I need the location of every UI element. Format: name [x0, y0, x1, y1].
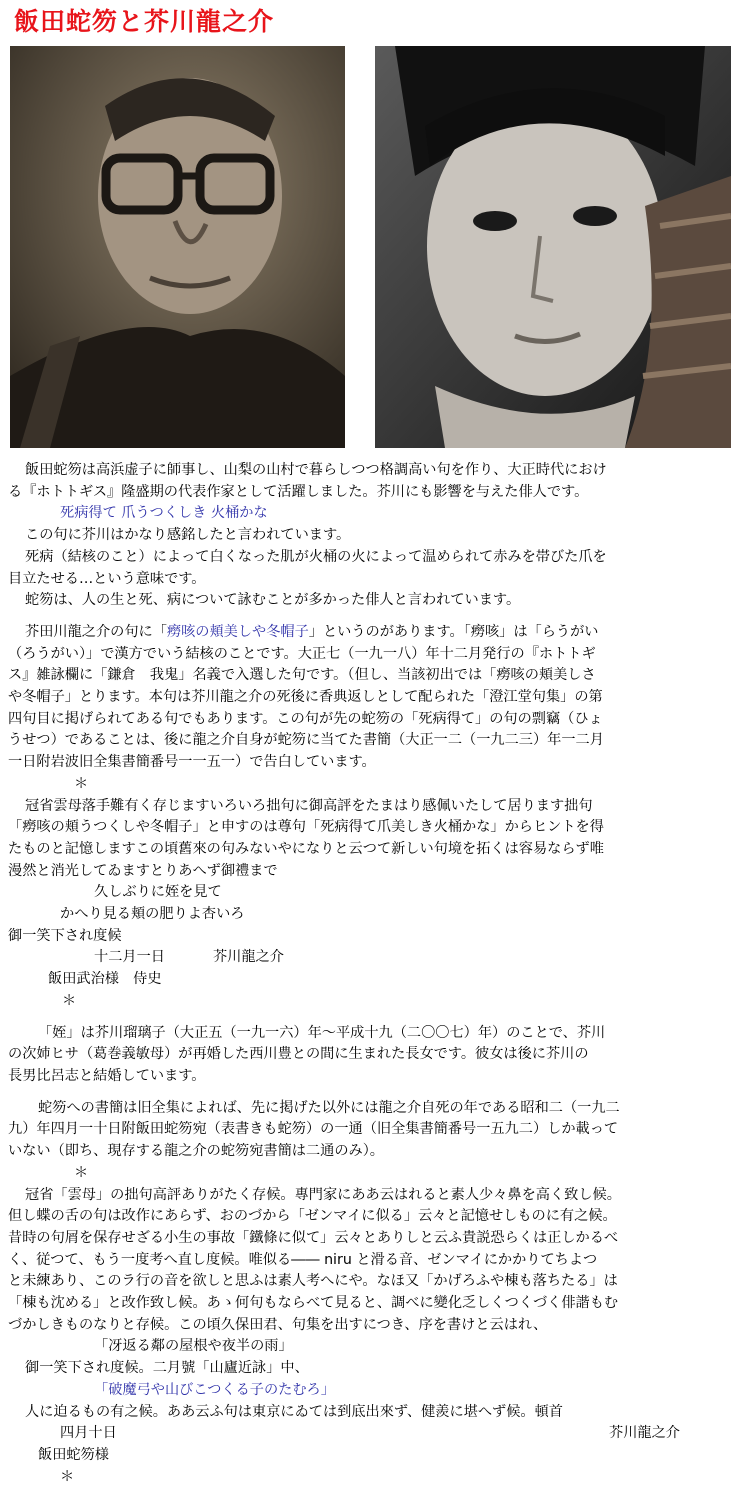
letter-line: 冠省「雲母」の拙句高評ありがたく存候。專門家にああ云はれると素人少々鼻を高く致し候。 [25, 1186, 621, 1203]
paragraph-line: 死病（結核のこと）によって白くなった肌が火桶の火によって温められて赤みを帯びた爪を [25, 548, 607, 565]
paragraph-line: や冬帽子」とります。本句は芥川龍之介の死後に香典返しとして配られた「澄江堂句集」の第 [8, 689, 603, 706]
portrait-photo-icon [10, 46, 345, 448]
letter-line: と未練あり、このラ行の音を欲しと思ふは素人考へにや。なほ又「かげろふや棟も落ちたる」は [8, 1273, 618, 1290]
text-span: 芥田川龍之介の句に「 [25, 623, 167, 640]
letter-line: 人に迫るもの有之候。ああ云ふ句は東京にゐては到底出來ず、健羨に堪へず候。頓首 [25, 1403, 563, 1420]
letter-signature: 芥川龍之介 [609, 1425, 680, 1442]
article-body [8, 460, 746, 1488]
letter-addressee: 飯田蛇笏様 [38, 1446, 109, 1463]
paragraph-line: いない（即ち、現存する龍之介の蛇笏宛書簡は二通のみ）。 [8, 1143, 384, 1160]
portrait-photo-left [10, 46, 345, 448]
paragraph-line [8, 622, 746, 644]
letter-line: 但し蝶の舌の句は改作にあらず、おのづから「ゼンマイに似る」云々と記憶せしものに有之候。 [8, 1208, 617, 1225]
paragraph-line: この句に芥川はかなり感銘したと言われています。 [25, 527, 351, 544]
letter-line: 御一笑下され度候。二月號「山廬近詠」中、 [25, 1360, 309, 1377]
letter-verse: 久しぶりに姪を見て [94, 884, 222, 901]
letter-verse-highlight: 「破魔弓や山びこつくる子のたむろ」 [94, 1381, 335, 1398]
paragraph-line: うせつ）であることは、後に龍之介自身が蛇笏に当てた書簡（大正一二（一九二三）年一二月 [8, 732, 604, 749]
letter-line: 「癆咳の頬うつくしや冬帽子」と申すのは尊句「死病得て爪美しき火桶かな」からヒントを得 [8, 819, 604, 836]
paragraph-line: （ろうがい）」で漢方でいう結核のことです。大正七（一九一八）年十二月発行の『ホトトギ [8, 645, 596, 662]
letter-line: たものと記憶しますこの頃舊來の句みないやになりと云つて新しい句境を拓くは容易ならず唯 [8, 840, 604, 857]
letter-date: 十二月一日 [94, 949, 165, 966]
letter-date-signature [8, 1423, 680, 1445]
paragraph-line: 四句目に掲げられてある句でもあります。この句が先の蛇笏の「死病得て」の句の剽竊（ひょ [8, 710, 603, 727]
letter-line: づかしきものなりと存候。この頃久保田君、句集を出すにつき、序を書けと云はれ、 [8, 1316, 548, 1333]
paragraph-line: 蛇笏は、人の生と死、病について詠むことが多かった俳人と言われています。 [25, 592, 521, 609]
letter-verse: かへり見る頬の肥りよ杏いろ [60, 906, 245, 923]
letter-line: 冠省雲母落手難有く存じますいろいろ拙句に御高評をたまはり感佩いたして居ります拙句 [25, 797, 593, 814]
letter-closing: 御一笑下され度候 [8, 927, 122, 944]
haiku-highlight: 癆咳の頬美しや冬帽子 [166, 623, 309, 640]
letter-line: 漫然と消光してゐますとりあへず御禮まで [8, 862, 278, 879]
letter-line: 昔時の句屑を保存せざる小生の事故「鐵條に似て」云々とありしと云ふ貴説恐らくは正しかるべ [8, 1229, 619, 1246]
section-separator: ＊ [62, 992, 77, 1009]
paragraph-line: 「姪」は芥川瑠璃子（大正五（一九一六）年～平成十九（二〇〇七）年）のことで、芥川 [38, 1024, 606, 1041]
page-title: 飯田蛇笏と芥川龍之介 [14, 7, 275, 36]
paragraph-line: 九）年四月一十日附飯田蛇笏宛（表書きも蛇笏）の一通（旧全集書簡番号一五九二）しか載って [8, 1121, 619, 1138]
paragraph-line: 目立たせる…という意味です。 [8, 570, 206, 587]
paragraph-line: る『ホトトギス』隆盛期の代表作家として活躍しました。芥川にも影響を与えた俳人です。 [8, 483, 589, 500]
letter-date-signature [8, 947, 746, 969]
section-separator: ＊ [60, 1468, 75, 1485]
paragraph-line: 長男比呂志と結婚しています。 [8, 1067, 206, 1084]
paragraph-line: 一日附岩波旧全集書簡番号一一五一）で告白しています。 [8, 754, 376, 771]
paragraph-line: 飯田蛇笏は高浜虚子に師事し、山梨の山村で暮らしつつ格調高い句を作り、大正時代におけ [25, 462, 607, 478]
letter-date: 四月十日 [60, 1425, 117, 1442]
letter-line: く、従つて、もう一度考へ直し度候。唯似る―― niru と滑る音、ゼンマイにかかりてちよつ [8, 1251, 598, 1268]
portrait-photo-right [375, 46, 731, 448]
text-span: 」というのがあります。「癆咳」は「らうがい [308, 623, 599, 640]
section-separator: ＊ [74, 775, 89, 792]
letter-signature: 芥川龍之介 [212, 949, 284, 966]
paragraph-line: の次姉ヒサ（葛巻義敏母）が再婚した西川豊との間に生まれた長女です。彼女は後に芥川の [8, 1046, 589, 1063]
letter-addressee: 飯田武治様 侍史 [48, 971, 162, 988]
letter-verse: 「冴返る鄰の屋根や夜半の雨」 [94, 1338, 293, 1355]
letter-line: 「棟も沈める」と改作致し候。あゝ何句もならべて見ると、調べに變化乏しくつくづく俳諧もむ [8, 1295, 619, 1312]
portrait-photo-icon [375, 46, 731, 448]
section-separator: ＊ [74, 1164, 89, 1181]
haiku-highlight: 死病得て 爪うつくしき 火桶かな [60, 505, 268, 522]
paragraph-line: ス』雑詠欄に「鎌倉 我鬼」名義で入選した句です。（但し、当該初出では「癆咳の頬美しさ [8, 667, 596, 684]
paragraph-line: 蛇笏への書簡は旧全集によれば、先に掲げた以外には龍之介自死の年である昭和二（一九二 [38, 1099, 620, 1116]
